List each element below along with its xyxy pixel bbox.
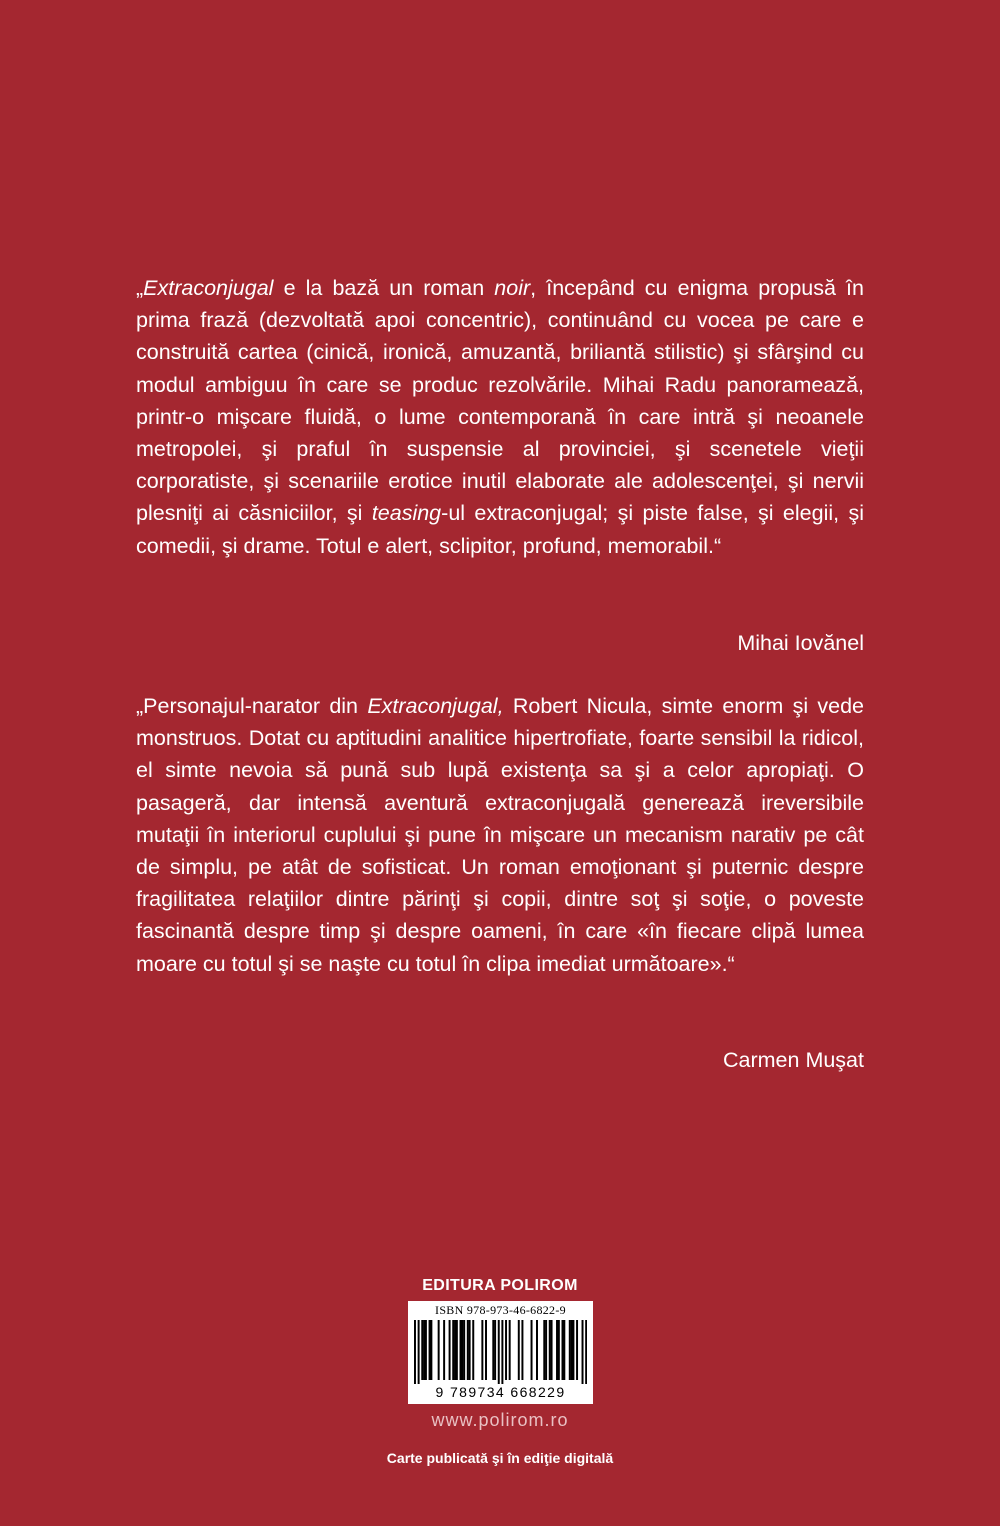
publisher-name: EDITURA POLIROM (422, 1277, 578, 1294)
barcode-bar (582, 1320, 584, 1384)
barcode-bar (558, 1320, 560, 1380)
publisher-website[interactable]: www.polirom.ro (431, 1410, 569, 1430)
barcode-bar (414, 1320, 416, 1384)
barcode-bar (562, 1320, 564, 1380)
barcode-bar (536, 1320, 538, 1380)
review-blurb-1 (136, 272, 864, 562)
review-author-1: Mihai Iovănel (737, 631, 864, 655)
barcode-bar (425, 1320, 427, 1380)
barcode-bar (430, 1320, 432, 1380)
barcode-icon (414, 1320, 587, 1384)
barcode-bar (585, 1320, 587, 1384)
review-text-2: „Personajul-narator din Extraconjugal, Robert Nicula, simte enorm şi vede monstruos. Dotat cu aptitudini analitice hipertrofiate, foarte sensibil la ridicol, el simte nevoia să pună sub lupă existenţa sa şi a celor apropiaţi. O pasageră, dar intensă aventură extraconjugală generează ireversibile mutaţii în interiorul cuplului şi pune în mişcare un mecanism narativ pe cât de simplu, pe atât de sofisticat. Un roman emoţionant şi puternic despre fragilitatea relaţiilor dintre părinţi şi copii, dintre soţ şi soţie, o poveste fascinantă despre timp şi despre oameni, în care «în fiecare clipă lumea moare cu totul şi se naşte cu totul în clipa imediat următoare».“ (136, 694, 865, 976)
teasing-italic: teasing (371, 501, 442, 526)
barcode-bar (418, 1320, 420, 1384)
barcode-bar (563, 1320, 565, 1380)
barcode-bar (576, 1320, 578, 1380)
book-title-italic-2: Extraconjugal, (367, 694, 504, 718)
barcode-bar (551, 1320, 553, 1380)
isbn-barcode (408, 1301, 593, 1404)
barcode-digits: 9 789734 668229 (435, 1384, 566, 1400)
barcode-bar (571, 1320, 573, 1380)
barcode-bar (509, 1320, 511, 1380)
review-text-1: „Extraconjugal e la bază un roman noir, începând cu enigma propusă în prima frază (dezvoltată apoi concentric), continuând cu vocea pe care e construită cartea (cinică, ironică, amuzantă, briliantă stilistic) şi sfârşind cu modul ambiguu în care se produc rezolvările. Mihai Radu panoramează, printr-o mişcare fluidă, o lume contemporană în care intră şi neoanele metropolei, şi praful în suspensie al provinciei, şi scenetele vieţii corporatiste, şi scenariile erotice inutil elaborate ale adolescenţei, şi nervii plesniţi ai căsniciilor, şi teasing-ul extraconjugal; şi piste false, şi elegii, şi comedii, şi drame. Totul e alert, sclipitor, profund, memorabil.“ (136, 276, 864, 558)
book-title-italic: Extraconjugal (143, 276, 274, 300)
review-blurb-2 (136, 690, 864, 980)
barcode-bar (429, 1320, 431, 1380)
isbn-text: ISBN 978-973-46-6822-9 (435, 1303, 566, 1317)
barcode-bar (521, 1320, 523, 1380)
barcode-bar (494, 1320, 496, 1380)
digital-edition-note: Carte publicată şi în ediţie digitală (386, 1450, 614, 1466)
barcode-bar (454, 1320, 456, 1380)
review-author-2: Carmen Muşat (723, 1048, 864, 1072)
barcode-bar (443, 1320, 445, 1380)
barcode-bar (472, 1320, 474, 1380)
barcode-bar (449, 1320, 451, 1380)
barcode-bar (460, 1320, 462, 1380)
barcode-bar (438, 1320, 440, 1380)
barcode-bar (549, 1320, 551, 1380)
barcode-bar (481, 1320, 483, 1380)
barcode-bar (485, 1320, 487, 1380)
barcode-bar (467, 1320, 469, 1380)
barcode-bar (421, 1320, 423, 1380)
barcode-bar (498, 1320, 500, 1384)
barcode-bar (456, 1320, 458, 1380)
barcode-bar (423, 1320, 425, 1380)
barcode-bar (556, 1320, 558, 1380)
barcode-bar (501, 1320, 503, 1384)
barcode-bar (469, 1320, 471, 1380)
barcode-bar (492, 1320, 494, 1380)
barcode-bar (518, 1320, 520, 1380)
barcode-bar (505, 1320, 507, 1380)
barcode-bar (569, 1320, 571, 1380)
barcode-bar (463, 1320, 465, 1380)
barcode-bar (543, 1320, 545, 1380)
barcode-bar (461, 1320, 463, 1380)
barcode-bar (531, 1320, 533, 1380)
noir-italic: noir (494, 276, 531, 300)
barcode-bar (545, 1320, 547, 1380)
barcode-bar (452, 1320, 454, 1380)
barcode-bar (572, 1320, 574, 1380)
